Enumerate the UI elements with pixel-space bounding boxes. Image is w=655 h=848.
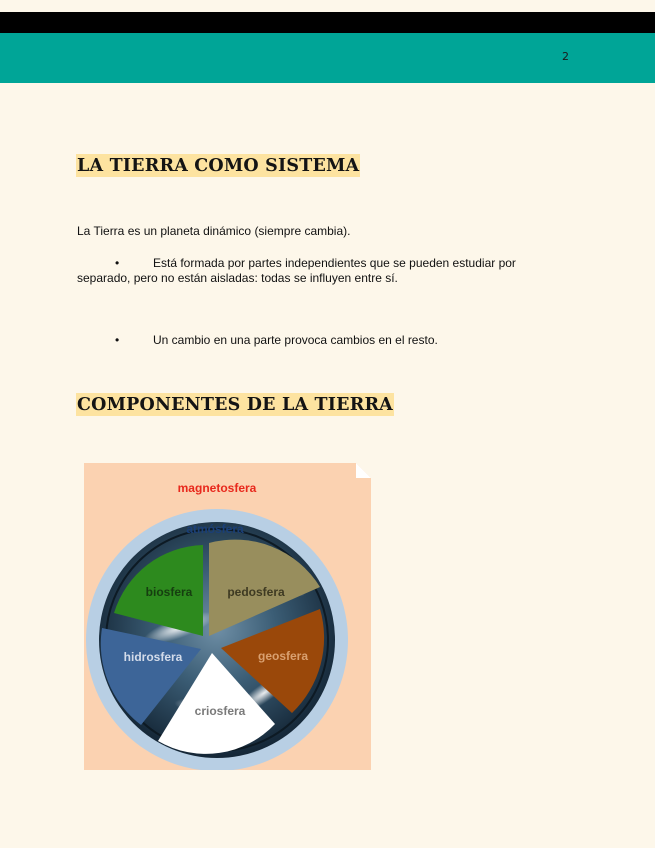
label-atmosfera: atmósfera bbox=[186, 522, 244, 536]
earth-components-diagram bbox=[84, 463, 371, 770]
bullet-item-1-line1: Está formada por partes independientes que se pueden estudiar por bbox=[153, 256, 516, 270]
bullet-marker: • bbox=[115, 256, 120, 270]
header-black-bar bbox=[0, 12, 655, 33]
label-hidrosfera: hidrosfera bbox=[123, 650, 183, 664]
label-geosfera: geosfera bbox=[257, 649, 309, 663]
bullet-item-2-text: Un cambio en una parte provoca cambios en el resto. bbox=[153, 333, 438, 347]
label-biosfera: biosfera bbox=[145, 585, 193, 599]
section-title-tierra-sistema: LA TIERRA COMO SISTEMA bbox=[77, 156, 360, 176]
label-magnetosfera: magnetosfera bbox=[177, 481, 257, 495]
bullet-item-1-line2: separado, pero no están aisladas: todas se influyen entre sí. bbox=[77, 271, 398, 285]
bullet-item-1 bbox=[77, 256, 516, 286]
earth-components-svg bbox=[84, 463, 371, 770]
page-number: 2 bbox=[562, 50, 569, 63]
bullet-item-2 bbox=[77, 333, 438, 348]
top-margin bbox=[0, 0, 655, 12]
label-criosfera: criosfera bbox=[194, 704, 246, 718]
bullet-marker: • bbox=[115, 333, 120, 347]
label-pedosfera: pedosfera bbox=[227, 585, 285, 599]
section-title-componentes: COMPONENTES DE LA TIERRA bbox=[77, 395, 393, 415]
header-teal-bar bbox=[0, 33, 655, 83]
folded-corner bbox=[356, 463, 371, 478]
intro-paragraph: La Tierra es un planeta dinámico (siempre cambia). bbox=[77, 224, 351, 238]
